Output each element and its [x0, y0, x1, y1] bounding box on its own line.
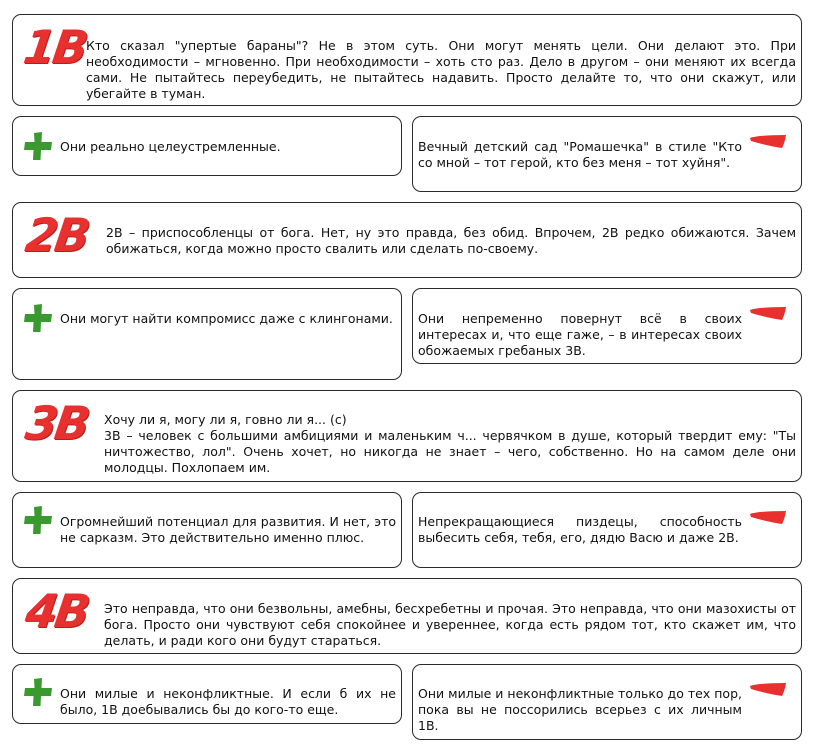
type-3b-description-line1: Хочу ли я, могу ли я, говно ли я... (с)	[104, 412, 347, 427]
type-2b-plus-box	[12, 288, 402, 380]
type-2b-badge: 2В	[22, 208, 91, 262]
type-3b-badge: 3В	[22, 396, 91, 450]
type-3b-description: 3В – человек с большими амбициями и маленьким ч... червячком в душе, который твердит ему: "Ты ничтожество, лол". Очень хочет, но никогда не знает – чего, собственно. Но на самом деле они молодцы. Похлопаем им.	[104, 428, 796, 475]
type-1b-plus-text: Они реально целеустремленные.	[60, 139, 281, 154]
type-4b-minus-text: Они милые и неконфликтные только до тех пор, пока вы не поссорились всерьез с их личным 1В.	[418, 686, 742, 733]
green-plus-icon	[22, 302, 54, 334]
type-3b-minus-text: Непрекращающиеся пиздецы, способность выбесить себя, тебя, его, дядю Васю и даже 2В.	[418, 514, 742, 545]
red-minus-icon	[748, 132, 788, 152]
type-1b-badge: 1В	[20, 20, 89, 74]
red-minus-icon	[748, 680, 788, 700]
type-4b-description: Это неправда, что они безвольны, амебны, бесхребетны и прочая. Это неправда, что они мазохисты от бога. Просто они чувствуют себя спокойнее и увереннее, когда есть рядом тот, кто скажет им, что делать, и ради кого они будут стараться.	[104, 601, 796, 648]
green-plus-icon	[22, 504, 54, 536]
type-1b-minus-text: Вечный детский сад "Ромашечка" в стиле "Кто со мной – тот герой, кто без меня – тот хуйня".	[418, 139, 742, 170]
type-2b-description: 2В – приспособленцы от бога. Нет, ну это правда, без обид. Впрочем, 2В редко обижаются. Зачем обижаться, когда можно просто свалить или сделать по-своему.	[106, 225, 796, 256]
type-3b-plus-text: Огромнейший потенциал для развития. И нет, это не сарказм. Это действительно именно плюс.	[60, 514, 396, 545]
type-2b-minus-text: Они непременно повернут всё в своих интересах и, что еще гаже, – в интересах своих обожаемых гребаных 3В.	[418, 311, 742, 358]
type-2b-plus-text: Они могут найти компромисс даже с клингонами.	[60, 311, 393, 326]
red-minus-icon	[748, 304, 788, 324]
type-4b-badge: 4В	[22, 584, 91, 638]
green-plus-icon	[22, 676, 54, 708]
green-plus-icon	[22, 130, 54, 162]
type-1b-description: Кто сказал "упертые бараны"? Не в этом суть. Они могут менять цели. Они делают это. При необходимости – мгновенно. При необходимости – хоть сто раз. Дело в другом – они меняют их всегда сами. Не пытайтесь переубедить, не пытайтесь надавить. Просто делайте то, что они скажут, или убегайте в туман.	[86, 38, 796, 101]
red-minus-icon	[748, 508, 788, 528]
type-4b-plus-text: Они милые и неконфликтные. И если б их не было, 1В доебывались бы до кого-то еще.	[60, 686, 396, 717]
